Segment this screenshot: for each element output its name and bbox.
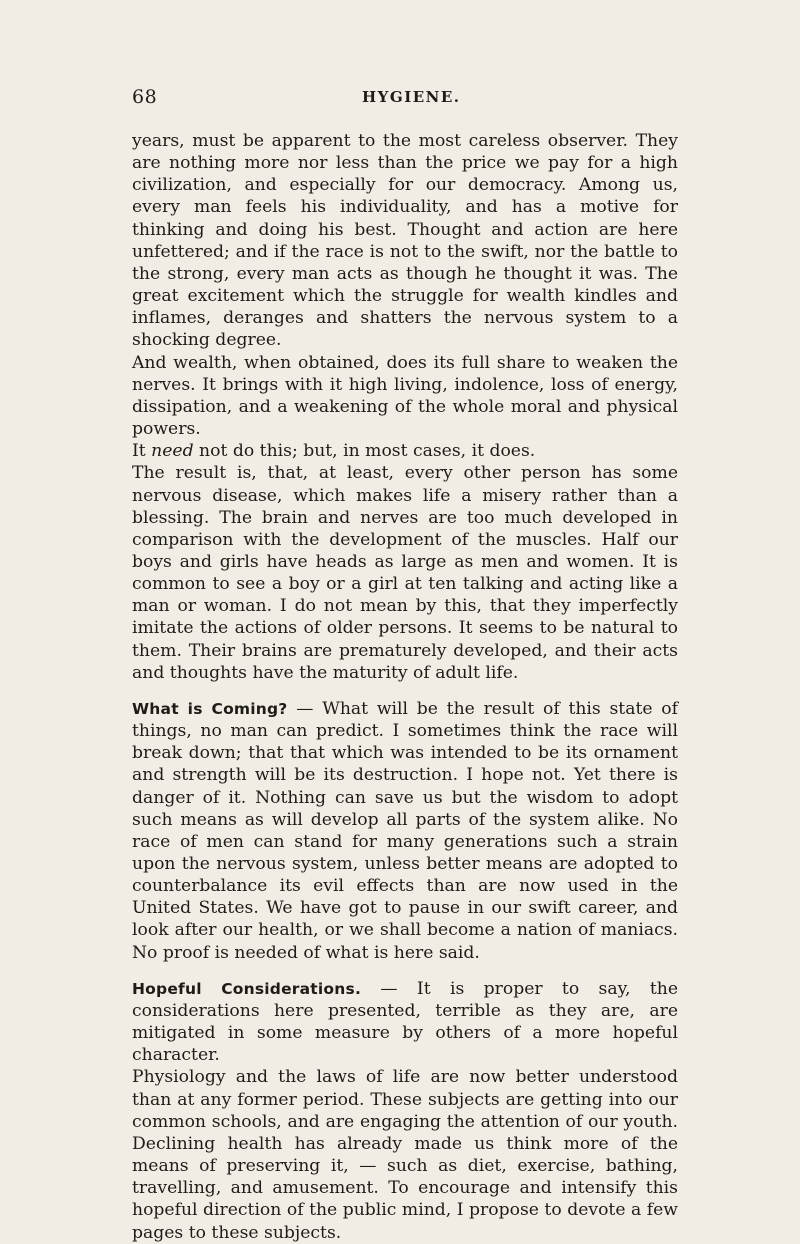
paragraph-4: The result is, that, at least, every other person has some nervous disease, which makes life a misery rather than a blessing. The brain and nerves are too much developed in comparison with the development of the muscles. Half our boys and girls have heads as large as men and women. It is common to see a boy or a girl at ten talking and acting like a man or woman. I do not mean by this, that they imperfectly imitate the actions of older persons. It seems to be natural to them. Their brains are prematurely developed, and their acts and thoughts have the maturity of adult life. [132,463,678,683]
section-text-what-is-coming: — What will be the result of this state of things, no man can predict. I sometimes think the race will break down; that that which was intended to be its ornament and strength will be its destruction. I hope not. Yet there is danger of it. Nothing can save us but the wisdom to adopt such means as will develop all parts of the system alike. No race of men can stand for many generations such a strain upon the nervous system, unless better means are adopted to counterbalance its evil effects than are now used in the United States. We have got to pause in our swift career, and look after our health, or we shall become a nation of maniacs. No proof is needed of what is here said. [132,698,678,963]
emphasis-need: need [151,441,194,462]
section-text-hopeful-considerations: — It is proper to say, the considerations here presented, terrible as they are, are mitigated in some measure by others of a more hopeful character. [132,978,678,1066]
paragraph-3-start: It [132,441,152,462]
section-heading-hopeful-considerations: Hopeful Considerations. [132,979,362,998]
body-text [132,130,678,1244]
paragraph-1: years, must be apparent to the most careless observer. They are nothing more nor less than the price we pay for a high civilization, and especially for our democracy. Among us, every man feels his individuality, and has a motive for thinking and doing his best. Thought and action are here unfettered; and if the race is not to the swift, nor the battle to the strong, every man acts as though he thought it was. The great excitement which the struggle for wealth kindles and inflames, deranges and shatters the nervous system to a shocking degree. [132,131,678,351]
paragraph-3-end: not do this; but, in most cases, it does. [193,441,536,462]
paragraph-3 [132,440,678,462]
running-head [132,86,678,112]
section-hopeful-considerations [132,978,678,1067]
section-heading-what-is-coming: What is Coming? [132,699,288,718]
paragraph-2: And wealth, when obtained, does its full share to weaken the nerves. It brings with it high living, indolence, loss of energy, dissipation, and a weakening of the whole moral and physical powers. [132,352,678,440]
running-title: HYGIENE. [362,88,461,106]
paragraph-5: Physiology and the laws of life are now better understood than at any former period. These subjects are getting into our common schools, and are engaging the attention of our youth. Declining health has already made us think more of the means of preserving it, — such as diet, exercise, bathing, travelling, and amusement. To encourage and intensify this hopeful direction of the public mind, I propose to devote a few pages to these subjects. [132,1067,678,1243]
section-what-is-coming [132,698,678,964]
page-number: 68 [132,86,158,108]
